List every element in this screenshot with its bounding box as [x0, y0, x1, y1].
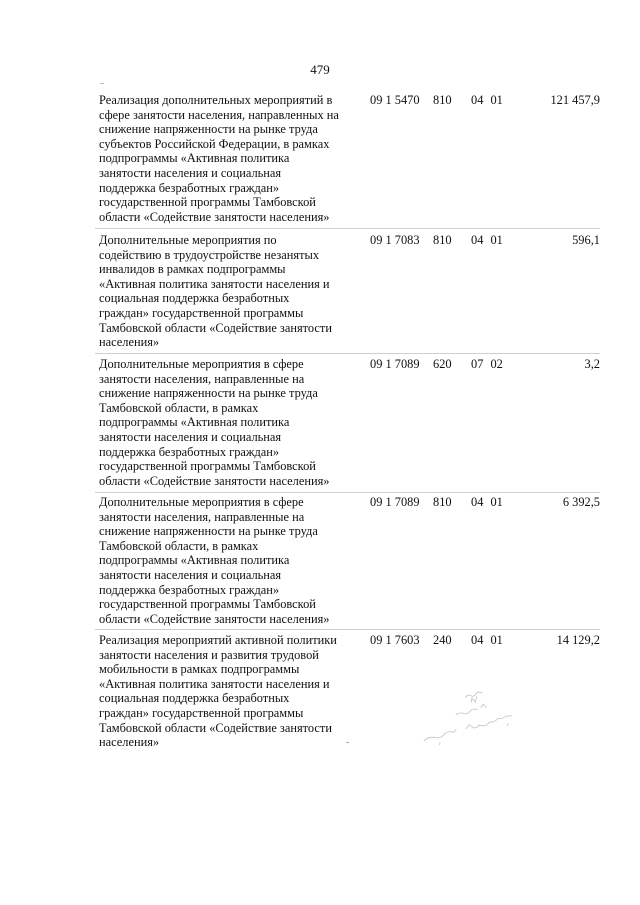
row-description: Дополнительные мероприятия по содействию в трудоустройстве незанятых инвалидов в рамках подпрограммы «Активная политика занятости населения и социальная поддержка безработных граждан» государственной программы Тамбовской области «Содействие занятости населения» — [99, 233, 332, 350]
row-target-code: 09 1 7089 — [370, 495, 420, 509]
row-expense-type: 810 — [433, 93, 452, 107]
row-section: 04 01 — [471, 233, 503, 247]
row-description: Реализация мероприятий активной политики занятости населения и развития трудовой мобильности в рамках подпрограммы «Активная политика занятости населения и социальная поддержка безработных граждан» государственной программы Тамбовской области «Содействие занятости населения» — [99, 633, 337, 750]
row-description: Дополнительные мероприятия в сфере занятости населения, направленные на снижение напряженности на рынке труда Тамбовской области, в рамках подпрограммы «Активная политика занятости населения и социальная поддержка безработных граждан» государственной программы Тамбовской области «Содействие занятости населения» — [99, 357, 330, 488]
row-divider — [95, 629, 600, 630]
row-section: 07 02 — [471, 357, 503, 371]
stamp-mark — [408, 673, 543, 773]
row-description: Реализация дополнительных мероприятий в сфере занятости населения, направленных на снижение напряженности на рынке труда субъектов Российской Федерации, в рамках подпрограммы «Активная политика занятости населения и социальная поддержка безработных граждан» государственной программы Тамбовской области «Содействие занятости населения» — [99, 93, 339, 224]
row-description: Дополнительные мероприятия в сфере занятости населения, направленные на снижение напряженности на рынке труда Тамбовской области, в рамках подпрограммы «Активная политика занятости населения и социальная поддержка безработных граждан» государственной программы Тамбовской области «Содействие занятости населения» — [99, 495, 330, 626]
row-section: 04 01 — [471, 495, 503, 509]
row-divider — [95, 492, 600, 493]
row-expense-type: 810 — [433, 233, 452, 247]
row-amount: 14 129,2 — [556, 633, 600, 647]
row-divider — [95, 228, 600, 229]
row-amount: 121 457,9 — [550, 93, 600, 107]
row-divider — [95, 353, 600, 354]
row-target-code: 09 1 7603 — [370, 633, 420, 647]
row-expense-type: 810 — [433, 495, 452, 509]
row-target-code: 09 1 5470 — [370, 93, 420, 107]
row-section: 04 01 — [471, 633, 503, 647]
row-expense-type: 240 — [433, 633, 452, 647]
row-amount: 6 392,5 — [562, 495, 600, 509]
row-amount: 596,1 — [572, 233, 600, 247]
row-section: 04 01 — [471, 93, 503, 107]
scan-mark — [100, 83, 104, 84]
row-expense-type: 620 — [433, 357, 452, 371]
scan-mark — [346, 742, 349, 743]
page-number: 479 — [310, 62, 330, 77]
row-amount: 3,2 — [584, 357, 600, 371]
stamp-scribble-icon — [408, 673, 543, 773]
row-target-code: 09 1 7083 — [370, 233, 420, 247]
row-target-code: 09 1 7089 — [370, 357, 420, 371]
